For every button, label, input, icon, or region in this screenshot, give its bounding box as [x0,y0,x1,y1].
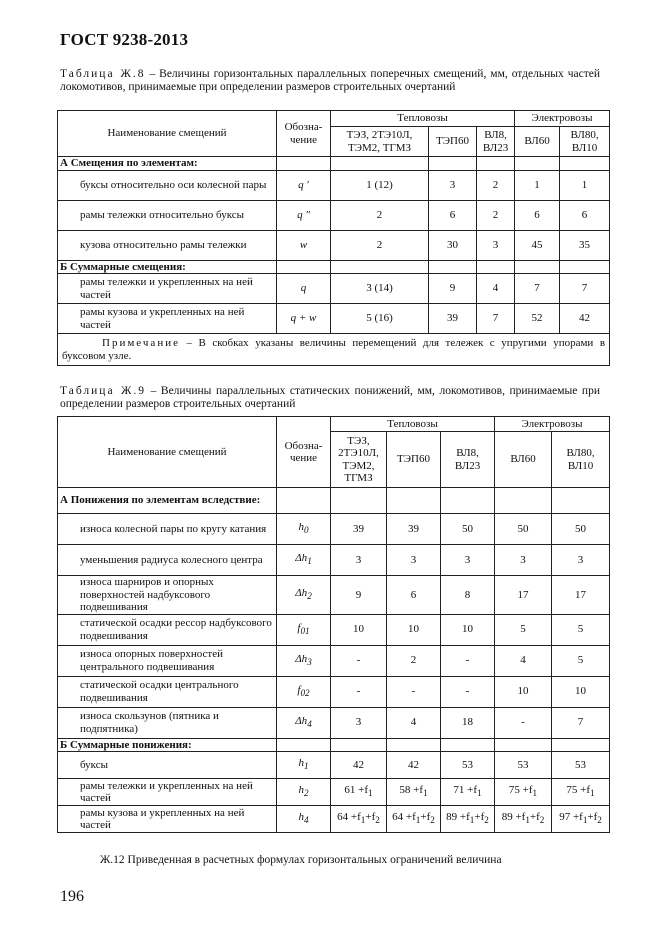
row-value: 10 [552,676,610,707]
table-row [58,576,610,615]
sub-header: ВЛ80, ВЛ10 [560,127,610,157]
row-value: 3 [495,545,552,576]
sub-header: ВЛ60 [515,127,560,157]
row-symbol: q ′ [277,170,331,200]
row-value: 45 [515,230,560,260]
row-symbol: $f_{01}$ [277,614,331,645]
table-row [58,779,610,806]
row-value: $58 +f_1$ [387,779,441,806]
row-name: статической осадки рессор надбуксового подвешивания [58,614,277,645]
row-value: $64 +f_1+f_2$ [331,806,387,833]
row-value: 50 [441,514,495,545]
row-name: рамы кузова и укрепленных на ней частей [58,304,277,334]
note-text: – В скобках указаны величины перемещений для тележек с упругими упорами в буксовом узле. [62,337,606,362]
row-value: - [387,676,441,707]
row-value: 1 (12) [331,170,429,200]
row-value: 30 [429,230,477,260]
table1 [57,110,610,366]
row-value: 10 [441,614,495,645]
row-name: рамы кузова и укрепленных на ней частей [58,806,277,833]
row-name: статической осадки центрального подвешивания [58,676,277,707]
row-symbol: $\Delta h_4$ [277,707,331,738]
row-value: 3 [387,545,441,576]
row-value: 3 [331,707,387,738]
row-value: 53 [441,752,495,779]
row-name: износа колесной пары по кругу катания [58,514,277,545]
row-symbol: q ″ [277,200,331,230]
row-value: - [495,707,552,738]
row-value: 5 [552,645,610,676]
row-symbol: $h_4$ [277,806,331,833]
table-row [58,806,610,833]
body-text: Ж.12 Приведенная в расчетных формулах горизонтальных ограничений величина [100,854,502,866]
row-value: 10 [331,614,387,645]
sub-header: ТЭЗ, 2ТЭ10Л, ТЭМ2, ТГМЗ [331,432,387,488]
row-value: 39 [331,514,387,545]
row-value: 18 [441,707,495,738]
row-name: буксы [58,752,277,779]
row-name: рамы тележки и укрепленных на ней частей [58,779,277,806]
row-symbol: $\Delta h_3$ [277,645,331,676]
table-row [58,752,610,779]
row-value: 2 [331,200,429,230]
table-row [58,514,610,545]
row-value: 42 [560,304,610,334]
section-title: А Смещения по элементам: [58,157,277,171]
row-symbol: $h_1$ [277,752,331,779]
row-value: 6 [429,200,477,230]
row-value: 2 [331,230,429,260]
section-title: А Понижения по элементам вследствие: [58,488,277,514]
row-value: 4 [387,707,441,738]
row-symbol: $\Delta h_2$ [277,576,331,615]
row-value: 5 [552,614,610,645]
row-value: 10 [387,614,441,645]
table-row [58,274,610,304]
row-name: уменьшения радиуса колесного центра [58,545,277,576]
row-value: 50 [552,514,610,545]
row-value: 4 [477,274,515,304]
row-symbol: q + w [277,304,331,334]
table2 [57,416,610,833]
row-value: 17 [495,576,552,615]
document-header: ГОСТ 9238-2013 [60,30,189,49]
row-name: износа скользунов (пятника и подпятника) [58,707,277,738]
row-value: 39 [429,304,477,334]
row-value: 2 [387,645,441,676]
row-value: 3 [331,545,387,576]
sub-header: ВЛ60 [495,432,552,488]
row-name: буксы относительно оси колесной пары [58,170,277,200]
row-value: 5 [495,614,552,645]
row-value: 7 [477,304,515,334]
row-symbol: $h_0$ [277,514,331,545]
row-value: 3 [477,230,515,260]
sub-header: ВЛ8, ВЛ23 [477,127,515,157]
row-value: 3 (14) [331,274,429,304]
row-value: 50 [495,514,552,545]
row-value: 3 [552,545,610,576]
col-header-symbol: Обозна-чение [277,111,331,157]
table1-caption [60,68,600,94]
row-symbol: $h_2$ [277,779,331,806]
table-note [58,334,610,366]
row-value: 2 [477,200,515,230]
table-row [58,707,610,738]
group-header-teplo: Тепловозы [331,417,495,432]
page-number: 196 [60,888,84,905]
table-row [58,676,610,707]
table-row [58,230,610,260]
row-value: $75 +f_1$ [552,779,610,806]
table1-caption-text: – Величины горизонтальных параллельных поперечных смещений, мм, отдельных частей локомотивов, принимаемые при определении размеров строительных очертаний [60,68,600,93]
row-value: 52 [515,304,560,334]
table2-caption-text: – Величины параллельных статических понижений, мм, локомотивов, принимаемые при определении размеров строительных очертаний [60,385,600,410]
row-value: 17 [552,576,610,615]
row-value: 1 [515,170,560,200]
row-value: - [331,676,387,707]
row-value: 6 [387,576,441,615]
row-value: - [441,645,495,676]
row-value: 35 [560,230,610,260]
row-value: 39 [387,514,441,545]
row-name: износа шарниров и опорных поверхностей надбуксового подвешивания [58,576,277,615]
group-header-electro: Электровозы [495,417,610,432]
sub-header: ВЛ8, ВЛ23 [441,432,495,488]
row-value: 3 [441,545,495,576]
note-label: Примечание [102,337,180,349]
section-title: Б Суммарные понижения: [58,738,277,752]
row-value: 53 [495,752,552,779]
group-header-teplo: Тепловозы [331,111,515,127]
table1-caption-prefix: Таблица Ж.8 [60,68,146,80]
row-name: рамы тележки относительно буксы [58,200,277,230]
table-row [58,545,610,576]
row-value: $71 +f_1$ [441,779,495,806]
row-value: 7 [560,274,610,304]
col-header-symbol: Обозна-чение [277,417,331,488]
table-row [58,614,610,645]
row-value: 4 [495,645,552,676]
table-row [58,200,610,230]
row-symbol: $f_{02}$ [277,676,331,707]
row-name: износа опорных поверхностей центрального подвешивания [58,645,277,676]
sub-header: ТЭП60 [429,127,477,157]
row-value: 9 [429,274,477,304]
row-value: 2 [477,170,515,200]
row-value: 6 [560,200,610,230]
table-row [58,304,610,334]
row-value: - [441,676,495,707]
row-value: $61 +f_1$ [331,779,387,806]
sub-header: ВЛ80, ВЛ10 [552,432,610,488]
sub-header: ТЭП60 [387,432,441,488]
row-value: $97 +f_1+f_2$ [552,806,610,833]
row-value: $75 +f_1$ [495,779,552,806]
col-header-name: Наименование смещений [58,111,277,157]
row-value: $89 +f_1+f_2$ [441,806,495,833]
row-symbol: $\Delta h_1$ [277,545,331,576]
table-row [58,170,610,200]
row-value: 9 [331,576,387,615]
row-value: $64 +f_1+f_2$ [387,806,441,833]
row-value: 5 (16) [331,304,429,334]
table2-caption-prefix: Таблица Ж.9 [60,385,147,397]
row-value: 10 [495,676,552,707]
row-value: 1 [560,170,610,200]
table2-caption [60,385,600,411]
row-value: 6 [515,200,560,230]
row-name: кузова относительно рамы тележки [58,230,277,260]
row-value: 42 [387,752,441,779]
row-value: 53 [552,752,610,779]
table-row [58,645,610,676]
group-header-electro: Электровозы [515,111,610,127]
row-value: - [331,645,387,676]
col-header-name: Наименование смещений [58,417,277,488]
row-value: 3 [429,170,477,200]
row-value: $89 +f_1+f_2$ [495,806,552,833]
section-title: Б Суммарные смещения: [58,260,277,274]
row-symbol: w [277,230,331,260]
row-value: 8 [441,576,495,615]
row-value: 7 [515,274,560,304]
row-symbol: q [277,274,331,304]
sub-header: ТЭЗ, 2ТЭ10Л, ТЭМ2, ТГМЗ [331,127,429,157]
row-name: рамы тележки и укрепленных на ней частей [58,274,277,304]
row-value: 42 [331,752,387,779]
row-value: 7 [552,707,610,738]
